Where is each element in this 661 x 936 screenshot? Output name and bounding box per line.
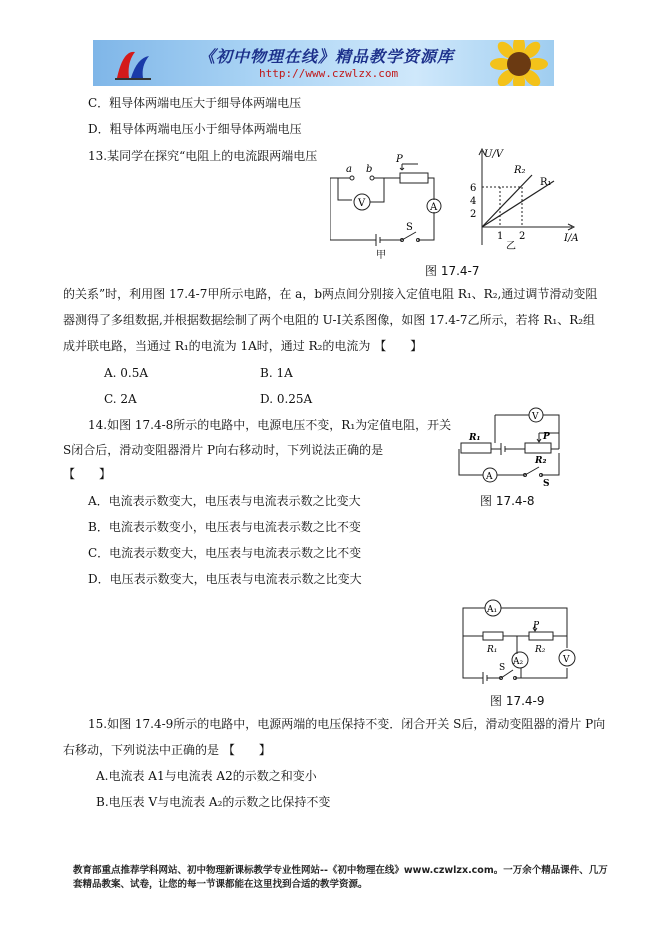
figure-17-4-7-caption: 图 17.4-7 <box>425 264 480 278</box>
q15-text-line2: 右移动，下列说法中正确的是 【 】 <box>63 743 271 757</box>
q13-text-line2: 的关系”时，利用图 17.4-7甲所示电路，在 a，b两点间分别接入定值电阻 R₁、R₂,通过调节滑动变阻 <box>63 287 598 301</box>
figure-17-4-8-circuit <box>455 405 570 487</box>
figure-17-4-8-caption: 图 17.4-8 <box>480 494 535 508</box>
q14-option-c: C．电流表示数变大，电压表与电流表示数之比不变 <box>88 546 362 560</box>
q13-option-b: B. 1A <box>260 366 293 380</box>
q15-text-line1: 15.如图 17.4-9所示的电路中，电源两端的电压保持不变．闭合开关 S后，滑动变阻器的滑片 P向 <box>88 717 606 731</box>
figure-17-4-9-circuit <box>455 598 580 688</box>
q13-option-a: A. 0.5A <box>104 366 149 380</box>
figure-17-4-7-graph <box>460 145 590 255</box>
graph-x-tick-1: 1 <box>497 231 504 242</box>
switch-label: S <box>406 222 413 233</box>
q14-text-line2: S闭合后，滑动变阻器滑片 P向右移动时，下列说法正确的是 <box>63 443 384 457</box>
figure-17-4-9-caption: 图 17.4-9 <box>490 694 545 708</box>
q15-p-label: P <box>533 621 540 631</box>
q13-option-c: C. 2A <box>104 392 137 406</box>
q15-a1-label: A₁ <box>487 605 498 615</box>
circuit-label-b: b <box>366 164 373 175</box>
sunflower-icon <box>488 40 550 86</box>
circuit-sub-label: 甲 <box>376 250 386 260</box>
q12-option-d: D．粗导体两端电压小于细导体两端电压 <box>88 122 302 136</box>
q13-text-line1: 13.某同学在探究“电阻上的电流跟两端电压 <box>88 149 318 163</box>
header-banner <box>93 40 554 86</box>
q14-ammeter-label: A <box>486 472 493 482</box>
q15-option-a: A.电流表 A1与电流表 A2的示数之和变小 <box>96 769 317 783</box>
q14-switch-label: S <box>543 479 550 487</box>
graph-y-tick-6: 6 <box>470 183 477 194</box>
graph-sub-label: 乙 <box>506 241 516 252</box>
q15-option-b: B.电压表 V与电流表 A₂的示数之比保持不变 <box>96 795 331 809</box>
q14-r1-label: R₁ <box>469 433 481 443</box>
graph-r1-label: R₁ <box>540 177 552 188</box>
header-title: 《初中物理在线》精品教学资源库 <box>199 47 455 66</box>
graph-x-tick-2: 2 <box>519 231 526 242</box>
q14-text-line1: 14.如图 17.4-8所示的电路中，电源电压不变，R₁为定值电阻，开关 <box>88 418 452 432</box>
q13-option-d: D. 0.25A <box>260 392 313 406</box>
graph-y-tick-4: 4 <box>470 196 477 207</box>
ammeter-label: A <box>430 202 438 213</box>
q13-text-line4: 成并联电路，当通过 R₁的电流为 1A时，通过 R₂的电流为 【 】 <box>63 339 423 353</box>
q15-r1-label: R₁ <box>487 645 498 655</box>
graph-y-tick-2: 2 <box>470 209 477 220</box>
q15-switch-label: S <box>499 663 506 673</box>
q12-option-c: C．粗导体两端电压大于细导体两端电压 <box>88 96 302 110</box>
q14-voltmeter-label: V <box>532 412 539 422</box>
q15-a2-label: A₂ <box>513 657 524 667</box>
q13-text-line3: 器测得了多组数据,并根据数据绘制了两个电阻的 U-I关系图像，如图 17.4-7乙所示，若将 R₁、R₂组 <box>63 313 596 327</box>
graph-r2-label: R₂ <box>514 165 526 176</box>
graph-x-axis-label: I/A <box>564 233 579 244</box>
page-footer: 教育部重点推荐学科网站、初中物理新课标教学专业性网站--《初中物理在线》www.czwlzx.com。一万余个精品课件、几万套精品教案、试卷，让您的每一节课都能在这里找到合适的教学资源。 <box>73 865 608 890</box>
circuit-label-a: a <box>346 164 352 175</box>
figure-17-4-7-circuit <box>330 150 450 260</box>
header-url[interactable]: http://www.czwlzx.com <box>259 67 399 80</box>
q15-r2-label: R₂ <box>535 645 546 655</box>
q14-r2-label: R₂ <box>535 456 547 466</box>
q14-option-b: B．电流表示数变小，电压表与电流表示数之比不变 <box>88 520 361 534</box>
circuit-label-p: P <box>396 154 403 165</box>
graph-y-axis-label: U/V <box>484 149 504 160</box>
q15-voltmeter-label: V <box>563 655 570 665</box>
q14-option-d: D．电压表示数变大，电压表与电流表示数之比变大 <box>88 572 362 586</box>
q14-text-line3: 【 】 <box>63 467 112 481</box>
q14-option-a: A．电流表示数变大，电压表与电流表示数之比变大 <box>88 494 361 508</box>
logo-icon <box>113 48 153 82</box>
q14-p-label: P <box>543 432 550 442</box>
voltmeter-label: V <box>358 198 366 209</box>
